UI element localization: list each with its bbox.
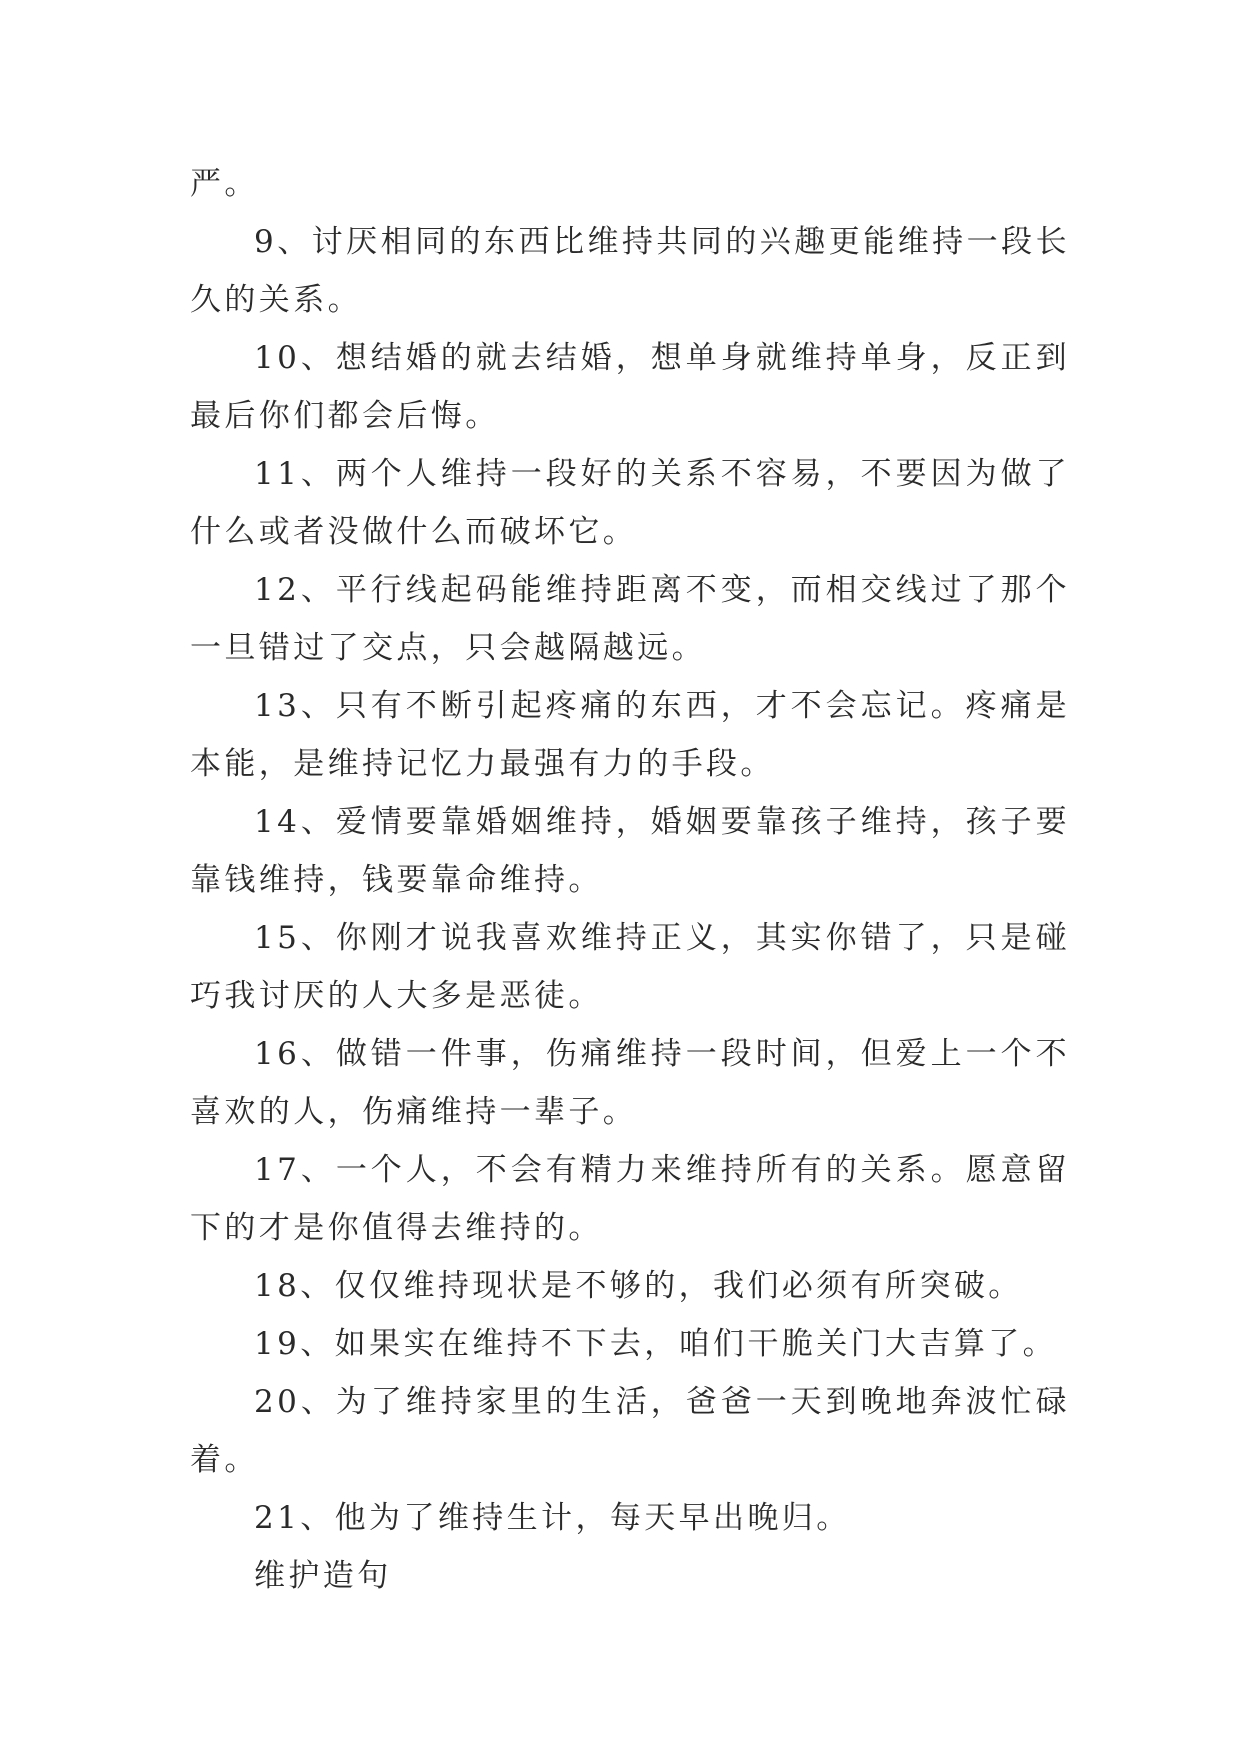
paragraph-20: 20、为了维持家里的生活，爸爸一天到晚地奔波忙碌着。 [190, 1384, 1070, 1478]
paragraph-continuation: 严。 [190, 166, 259, 202]
paragraph-15: 15、你刚才说我喜欢维持正义，其实你错了，只是碰巧我讨厌的人大多是恶徒。 [190, 920, 1070, 1014]
paragraph-10: 10、想结婚的就去结婚，想单身就维持单身，反正到最后你们都会后悔。 [190, 340, 1070, 434]
paragraph-12: 12、平行线起码能维持距离不变，而相交线过了那个一旦错过了交点，只会越隔越远。 [190, 572, 1070, 666]
paragraph-11: 11、两个人维持一段好的关系不容易，不要因为做了什么或者没做什么而破坏它。 [190, 456, 1070, 550]
section-heading: 维护造句 [254, 1558, 392, 1594]
paragraph-18: 18、仅仅维持现状是不够的，我们必须有所突破。 [254, 1268, 1023, 1304]
paragraph-16: 16、做错一件事，伤痛维持一段时间，但爱上一个不喜欢的人，伤痛维持一辈子。 [190, 1036, 1070, 1130]
paragraph-13: 13、只有不断引起疼痛的东西，才不会忘记。疼痛是本能，是维持记忆力最强有力的手段。 [190, 688, 1070, 782]
paragraph-9: 9、讨厌相同的东西比维持共同的兴趣更能维持一段长久的关系。 [190, 224, 1070, 318]
paragraph-19: 19、如果实在维持不下去，咱们干脆关门大吉算了。 [254, 1326, 1058, 1362]
paragraph-17: 17、一个人，不会有精力来维持所有的关系。愿意留下的才是你值得去维持的。 [190, 1152, 1070, 1246]
paragraph-14: 14、爱情要靠婚姻维持，婚姻要靠孩子维持，孩子要靠钱维持，钱要靠命维持。 [190, 804, 1070, 898]
document-body [190, 155, 1070, 1605]
paragraph-21: 21、他为了维持生计，每天早出晚归。 [254, 1500, 851, 1536]
